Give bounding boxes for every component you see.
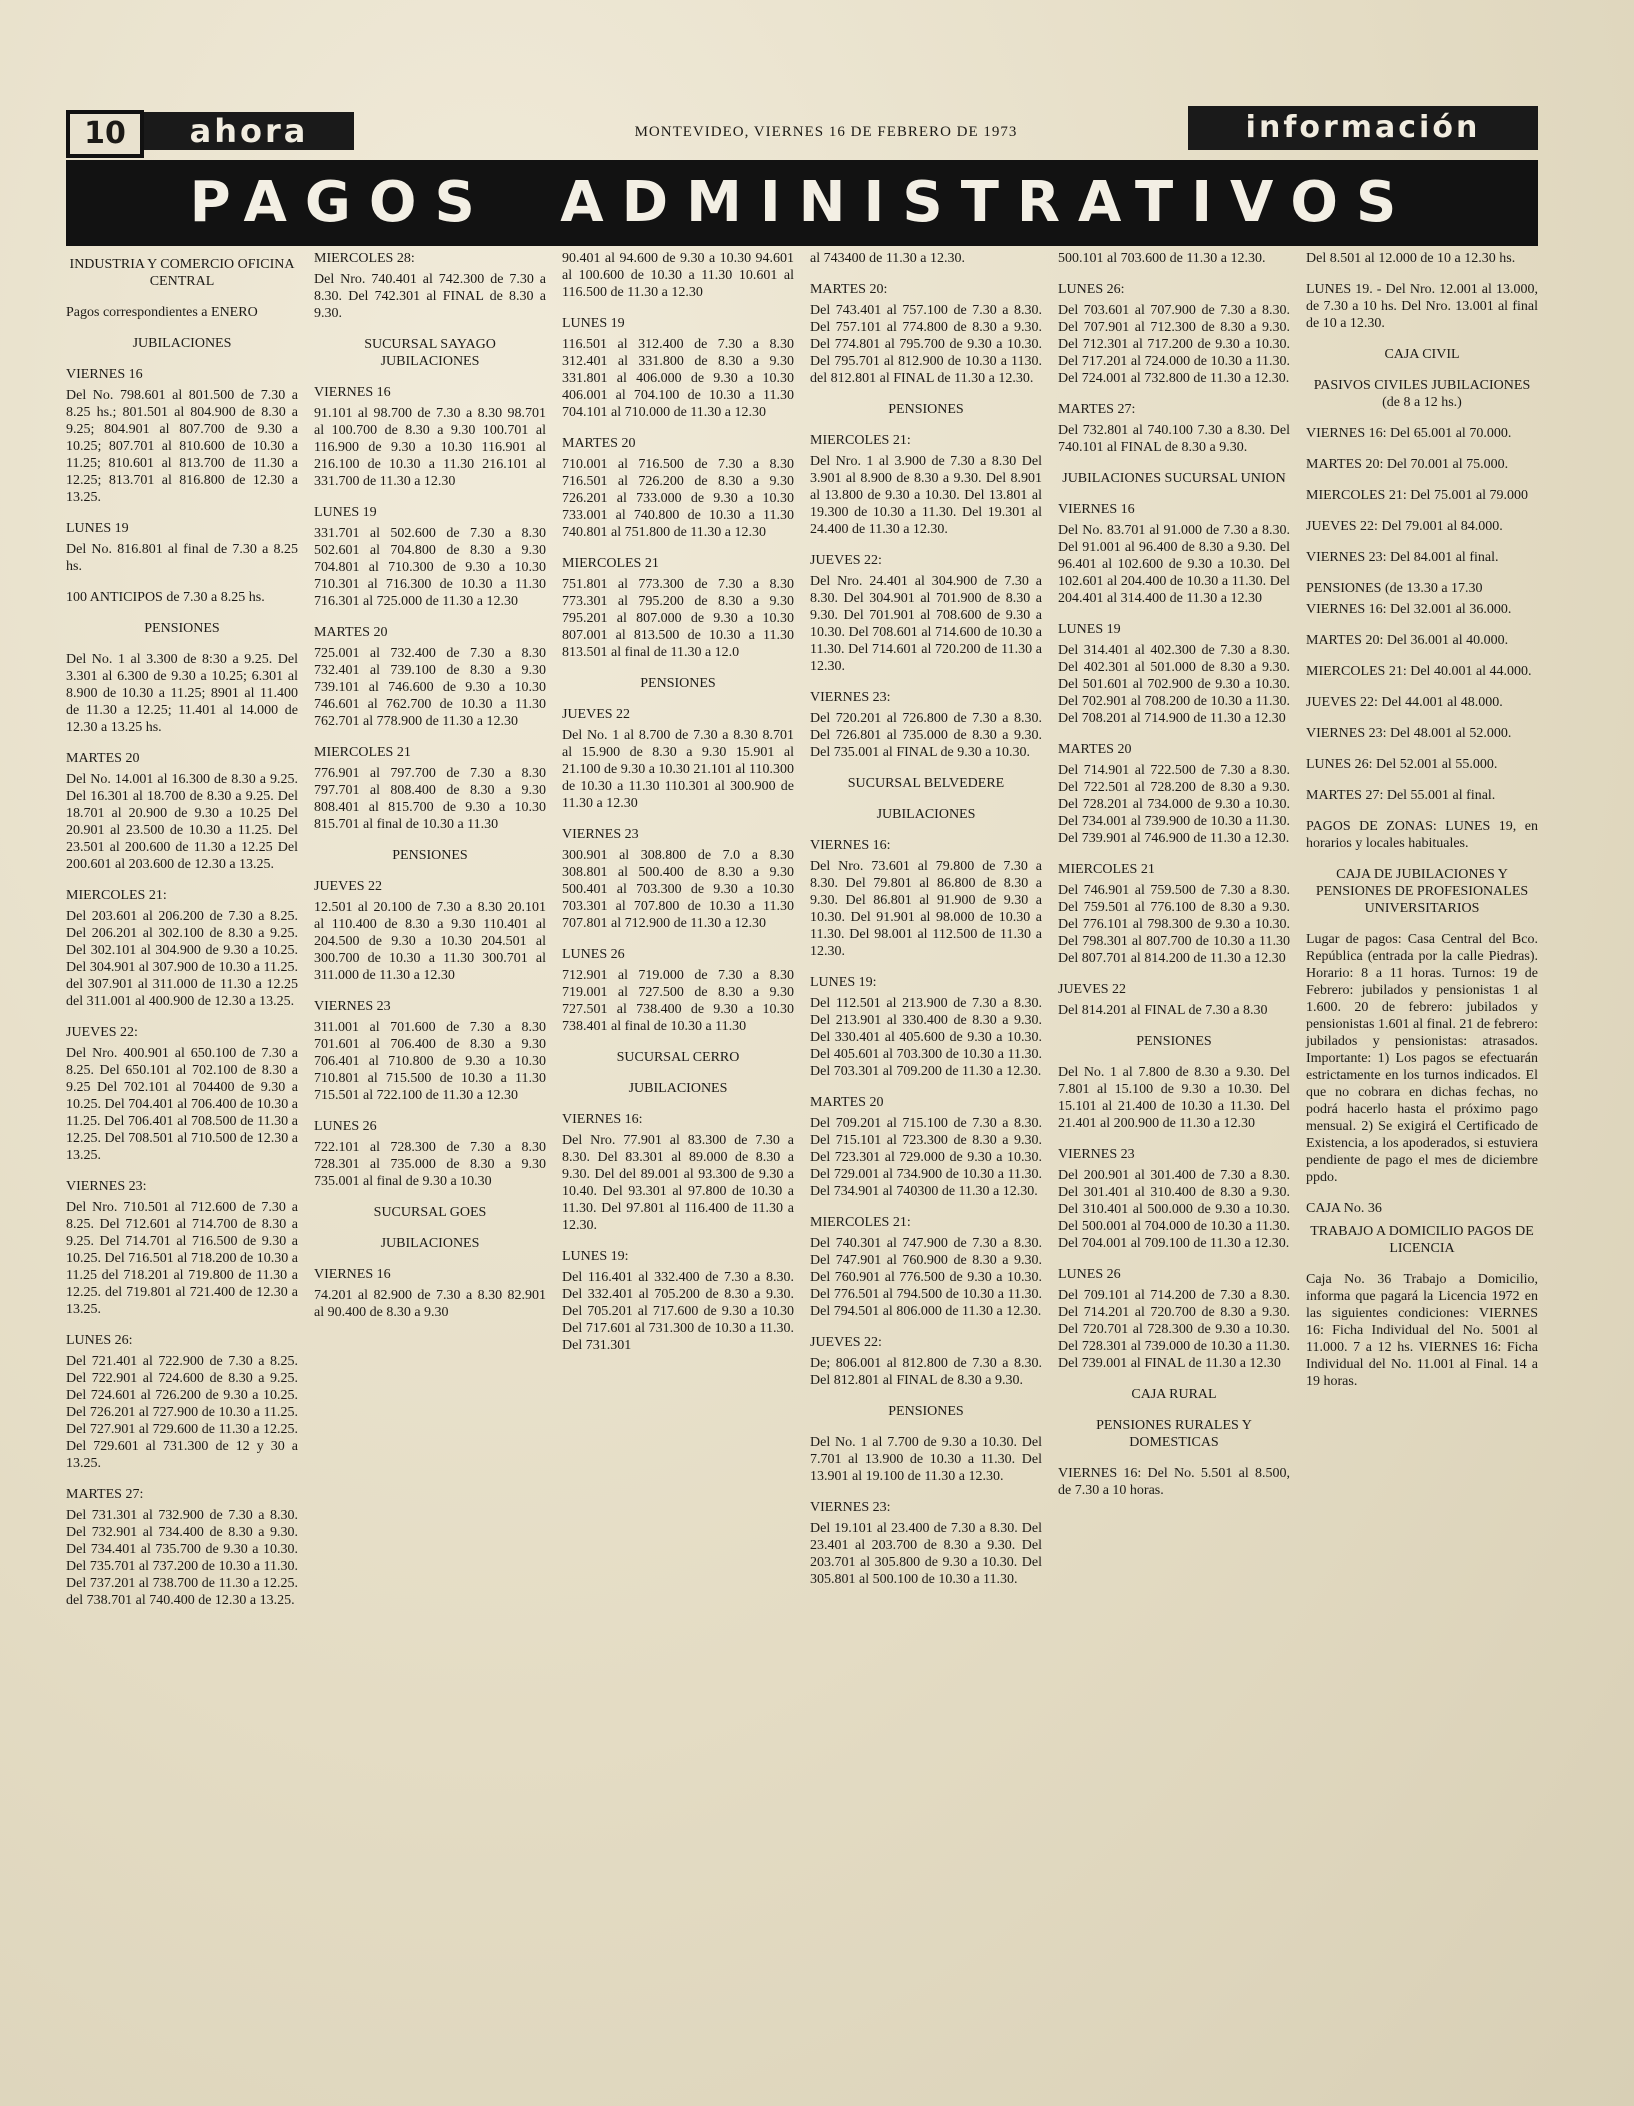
- payment-schedule-text: Pagos correspondientes a ENERO: [66, 305, 258, 320]
- day-heading: MARTES 20: [66, 751, 140, 766]
- day-heading: JUEVES 22: [562, 707, 631, 722]
- payment-schedule-text: Del Nro. 710.501 al 712.600 de 7.30 a 8.25. Del 712.601 al 714.700 de 8.30 a 9.25. Del 714.701 al 716.500 de 9.30 a 10.25. Del 716.501 al 718.200 de 10.30 a 11.25 del 718.201 al 719.800 de 11.30 a 12.25. del 719.801 al 721.400 de 12.30 a 13.25.: [66, 1200, 298, 1317]
- payment-schedule-text: 12.501 al 20.100 de 7.30 a 8.30 20.101 al 110.400 de 8.30 a 9.30 110.401 al 204.500 de 9.30 a 10.30 204.501 al 300.700 de 10.30 a 11.30 300.701 al 311.000 de 11.30 a 12.30: [314, 900, 546, 983]
- payment-schedule-text: 500.101 al 703.600 de 11.30 a 12.30.: [1058, 251, 1266, 266]
- day-heading: LUNES 26: [1058, 1267, 1121, 1282]
- payment-schedule-text: Del No. 816.801 al final de 7.30 a 8.25 hs.: [66, 542, 298, 574]
- day-heading: PENSIONES (de 13.30 a 17.30: [1306, 581, 1483, 596]
- day-heading: LUNES 19:: [562, 1249, 629, 1264]
- payment-schedule-text: Del 814.201 al FINAL de 7.30 a 8.30: [1058, 1003, 1268, 1018]
- payment-schedule-text: MIERCOLES 21: Del 75.001 al 79.000: [1306, 488, 1529, 503]
- payment-schedule-text: Del No. 1 al 7.800 de 8.30 a 9.30. Del 7.801 al 15.100 de 9.30 a 10.30. Del 15.101 al 21.400 de 10.30 a 11.30. Del 21.401 al 200.900 de 11.30 a 12.30: [1058, 1065, 1290, 1131]
- column-4: [810, 250, 1042, 1602]
- payment-schedule-text: Del Nro. 740.401 al 742.300 de 7.30 a 8.30. Del 742.301 al FINAL de 8.30 a 9.30.: [314, 272, 546, 321]
- payment-schedule-text: Del 200.901 al 301.400 de 7.30 a 8.30. Del 301.401 al 310.400 de 8.30 a 9.30. Del 310.401 al 500.000 de 9.30 a 10.30. Del 500.001 al 704.000 de 10.30 a 11.30. Del 704.001 al 709.100 de 11.30 a 12.30.: [1058, 1168, 1290, 1251]
- payment-schedule-text: 116.501 al 312.400 de 7.30 a 8.30 312.401 al 331.800 de 8.30 a 9.30 331.801 al 406.000 de 9.30 a 10.30 406.001 al 704.100 de 10.30 a 11.30 704.101 al 710.000 de 11.30 a 12.30: [562, 337, 794, 420]
- day-heading: VIERNES 23: [1058, 1147, 1135, 1162]
- payment-schedule-text: Del No. 798.601 al 801.500 de 7.30 a 8.25 hs.; 801.501 al 804.900 de 8.30 a 9.25; 804.901 al 807.700 de 9.30 a 10.25; 807.701 al 810.600 de 10.30 a 11.25; 810.601 al 813.700 de 11.30 a 12.25; 813.701 al 816.800 de 12.30 a 13.25.: [66, 388, 298, 505]
- day-heading: JUEVES 22: [314, 879, 383, 894]
- section-heading: PENSIONES: [888, 1404, 964, 1419]
- dateline: MONTEVIDEO, VIERNES 16 DE FEBRERO DE 1973: [634, 124, 1018, 140]
- payment-schedule-text: 751.801 al 773.300 de 7.30 a 8.30 773.301 al 795.200 de 8.30 a 9.30 795.201 al 807.000 de 9.30 a 10.30 807.001 al 813.500 de 10.30 a 11.30 813.501 al final de 11.30 a 12.0: [562, 577, 794, 660]
- day-heading: MIERCOLES 28:: [314, 251, 415, 266]
- payment-schedule-text: 100 ANTICIPOS de 7.30 a 8.25 hs.: [66, 590, 265, 605]
- day-heading: VIERNES 16:: [562, 1112, 643, 1127]
- day-heading: CAJA No. 36: [1306, 1201, 1382, 1216]
- section-heading: PENSIONES RURALES Y DOMESTICAS: [1096, 1418, 1252, 1450]
- day-heading: JUEVES 22:: [66, 1025, 138, 1040]
- payment-schedule-text: 725.001 al 732.400 de 7.30 a 8.30 732.401 al 739.100 de 8.30 a 9.30 739.101 al 746.600 de 9.30 a 10.30 746.601 al 762.700 de 10.30 a 11.30 762.701 al 778.900 de 11.30 a 12.30: [314, 646, 546, 729]
- payment-schedule-text: MARTES 20: Del 36.001 al 40.000.: [1306, 633, 1509, 648]
- day-heading: MIERCOLES 21: [1058, 862, 1155, 877]
- day-heading: MIERCOLES 21:: [810, 433, 911, 448]
- payment-schedule-text: al 743400 de 11.30 a 12.30.: [810, 251, 966, 266]
- section-heading: TRABAJO A DOMICILIO PAGOS DE LICENCIA: [1310, 1224, 1534, 1256]
- payment-schedule-text: 311.001 al 701.600 de 7.30 a 8.30 701.601 al 706.400 de 8.30 a 9.30 706.401 al 710.800 de 9.30 a 10.30 710.801 al 715.500 de 10.30 a 11.30 715.501 al 722.100 de 11.30 a 12.30: [314, 1020, 546, 1103]
- payment-schedule-text: Del 720.201 al 726.800 de 7.30 a 8.30. Del 726.801 al 735.000 de 8.30 a 9.30. Del 735.001 al FINAL de 9.30 a 10.30.: [810, 711, 1042, 760]
- day-heading: MIERCOLES 21: [562, 556, 659, 571]
- day-heading: MIERCOLES 21:: [66, 888, 167, 903]
- day-heading: JUEVES 22:: [810, 1335, 882, 1350]
- payment-schedule-text: Del 8.501 al 12.000 de 10 a 12.30 hs.: [1306, 251, 1516, 266]
- day-heading: MARTES 20: [810, 1095, 884, 1110]
- article-columns: [66, 250, 1538, 2070]
- payment-schedule-text: 331.701 al 502.600 de 7.30 a 8.30 502.601 al 704.800 de 8.30 a 9.30 704.801 al 710.300 de 9.30 a 10.30 710.301 al 716.300 de 10.30 a 11.30 716.301 al 725.000 de 11.30 a 12.30: [314, 526, 546, 609]
- column-1: [66, 250, 298, 1623]
- headline-banner: PAGOS ADMINISTRATIVOS: [66, 160, 1538, 246]
- day-heading: MARTES 20: [562, 436, 636, 451]
- day-heading: MARTES 27:: [1058, 402, 1136, 417]
- section-heading: SUCURSAL BELVEDERE: [847, 776, 1005, 791]
- payment-schedule-text: 74.201 al 82.900 de 7.30 a 8.30 82.901 al 90.400 de 8.30 a 9.30: [314, 1288, 546, 1320]
- payment-schedule-text: VIERNES 23: Del 48.001 al 52.000.: [1306, 726, 1512, 741]
- payment-schedule-text: JUEVES 22: Del 79.001 al 84.000.: [1306, 519, 1503, 534]
- payment-schedule-text: 91.101 al 98.700 de 7.30 a 8.30 98.701 al 100.700 de 8.30 a 9.30 100.701 al 116.900 de 9.30 a 10.30 116.901 al 216.100 de 10.30 a 11.30 216.101 al 331.700 de 11.30 a 12.30: [314, 406, 546, 489]
- section-label: información: [1188, 106, 1538, 150]
- payment-schedule-text: Del Nro. 73.601 al 79.800 de 7.30 a 8.30. Del 79.801 al 86.800 de 8.30 a 9.30. Del 86.801 al 91.900 de 9.30 a 10.30. Del 91.901 al 98.000 de 10.30 a 11.30. Del 98.001 al 112.500 de 11.30 a 12.30.: [810, 859, 1042, 959]
- section-heading: PENSIONES: [1136, 1034, 1212, 1049]
- payment-schedule-text: Del 19.101 al 23.400 de 7.30 a 8.30. Del 23.401 al 203.700 de 8.30 a 9.30. Del 203.701 al 305.800 de 9.30 a 10.30. Del 305.801 al 500.100 de 10.30 a 11.30.: [810, 1521, 1042, 1587]
- payment-schedule-text: JUEVES 22: Del 44.001 al 48.000.: [1306, 695, 1503, 710]
- payment-schedule-text: VIERNES 23: Del 84.001 al final.: [1306, 550, 1499, 565]
- day-heading: LUNES 19: [1058, 622, 1121, 637]
- section-heading: PENSIONES: [144, 621, 220, 636]
- day-heading: VIERNES 23: [314, 999, 391, 1014]
- payment-schedule-text: Del 203.601 al 206.200 de 7.30 a 8.25. Del 206.201 al 302.100 de 8.30 a 9.25. Del 302.101 al 304.900 de 9.30 a 10.25. Del 304.901 al 307.900 de 10.30 a 11.25. del 307.901 al 311.000 de 11.30 a 12.25 del 311.001 al 400.900 de 12.30 a 13.25.: [66, 909, 298, 1009]
- column-5: [1058, 250, 1290, 1513]
- day-heading: JUEVES 22: [1058, 982, 1127, 997]
- payment-schedule-text: Del Nro. 24.401 al 304.900 de 7.30 a 8.30. Del 304.901 al 701.900 de 8.30 a 9.30. Del 701.901 al 708.600 de 9.30 a 10.30. Del 708.601 al 714.600 de 10.30 a 11.30. Del 714.601 al 720.200 de 11.30 a 12.30.: [810, 574, 1042, 674]
- column-3: [562, 250, 794, 1368]
- payment-schedule-text: 90.401 al 94.600 de 9.30 a 10.30 94.601 al 100.600 de 10.30 a 11.30 10.601 al 116.500 de 11.30 a 12.30: [562, 251, 794, 300]
- payment-schedule-text: Del No. 1 al 8.700 de 7.30 a 8.30 8.701 al 15.900 de 8.30 a 9.30 15.901 al 21.100 de 9.30 a 10.30 21.101 al 110.300 de 10.30 a 11.30 110.301 al 300.900 de 11.30 a 12.30: [562, 728, 795, 811]
- page-number: 10: [66, 110, 144, 158]
- payment-schedule-text: 776.901 al 797.700 de 7.30 a 8.30 797.701 al 808.400 de 8.30 a 9.30 808.401 al 815.700 de 9.30 a 10.30 815.701 al final de 10.30 a 11.30: [314, 766, 546, 832]
- payment-schedule-text: Del 746.901 al 759.500 de 7.30 a 8.30. Del 759.501 al 776.100 de 8.30 a 9.30. Del 776.101 al 798.300 de 9.30 a 10.30. Del 798.301 al 807.700 de 10.30 a 11.30 Del 807.701 al 814.200 de 11.30 a 12.30: [1058, 883, 1290, 966]
- day-heading: MARTES 20:: [810, 282, 888, 297]
- payment-schedule-text: Del 743.401 al 757.100 de 7.30 a 8.30. Del 757.101 al 774.800 de 8.30 a 9.30. Del 774.801 al 795.700 de 9.30 a 10.30. Del 795.701 al 812.900 de 10.30 a 1130. del 812.801 al FINAL de 11.30 a 12.30.: [810, 303, 1042, 386]
- payment-schedule-text: VIERNES 16: Del No. 5.501 al 8.500, de 7.30 a 10 horas.: [1058, 1466, 1290, 1498]
- payment-schedule-text: Del 721.401 al 722.900 de 7.30 a 8.25. Del 722.901 al 724.600 de 8.30 a 9.25. Del 724.601 al 726.200 de 9.30 a 10.25. Del 726.201 al 727.900 de 10.30 a 11.25. Del 727.901 al 729.600 de 11.30 a 12.25. Del 729.601 al 731.300 de 12 y 30 a 13.25.: [66, 1354, 298, 1471]
- day-heading: VIERNES 16: [1058, 502, 1135, 517]
- day-heading: MARTES 20: [1058, 742, 1132, 757]
- day-heading: MIERCOLES 21: [314, 745, 411, 760]
- day-heading: LUNES 19:: [810, 975, 877, 990]
- payment-schedule-text: Del Nro. 400.901 al 650.100 de 7.30 a 8.25. Del 650.101 al 702.100 de 8.30 a 9.25 Del 702.101 al 704400 de 9.30 a 10.25. Del 704.401 al 706.400 de 10.30 a 11.25. Del 706.401 al 708.500 de 11.30 a 12.25. Del 708.501 al 710.500 de 12.30 a 13.25.: [66, 1046, 298, 1163]
- day-heading: VIERNES 23:: [66, 1179, 147, 1194]
- payment-schedule-text: 712.901 al 719.000 de 7.30 a 8.30 719.001 al 727.500 de 8.30 a 9.30 727.501 al 738.400 de 9.30 a 10.30 738.401 al final de 10.30 a 11.30: [562, 968, 794, 1034]
- payment-schedule-text: Del No. 14.001 al 16.300 de 8.30 a 9.25. Del 16.301 al 18.700 de 8.30 a 9.25. Del 18.701 al 20.900 de 9.30 a 10.25 Del 20.901 al 23.500 de 10.30 a 11.25. Del 23.501 al 200.600 de 11.30 a 12.25 Del 200.601 al 203.600 de 12.30 a 13.25.: [66, 772, 298, 872]
- day-heading: MARTES 27:: [66, 1487, 144, 1502]
- payment-schedule-text: Del Nro. 1 al 3.900 de 7.30 a 8.30 Del 3.901 al 8.900 de 8.30 a 9.30. Del 8.901 al 13.800 de 9.30 a 10.30. Del 13.801 al 19.300 de 10.30 a 11.30. Del 19.301 al 24.400 de 11.30 a 12.30.: [810, 454, 1042, 537]
- payment-schedule-text: Del 314.401 al 402.300 de 7.30 a 8.30. Del 402.301 al 501.000 de 8.30 a 9.30. Del 501.601 al 702.900 de 9.30 a 10.30. Del 702.901 al 708.200 de 10.30 a 11.30. Del 708.201 al 714.900 de 11.30 a 12.30: [1058, 643, 1290, 726]
- day-heading: LUNES 26: [314, 1119, 377, 1134]
- section-heading: CAJA CIVIL: [1384, 347, 1460, 362]
- day-heading: LUNES 19: [314, 505, 377, 520]
- payment-schedule-text: VIERNES 16: Del 32.001 al 36.000.: [1306, 602, 1512, 617]
- section-heading: INDUSTRIA Y COMERCIO OFICINA CENTRAL: [69, 257, 295, 289]
- payment-schedule-text: De; 806.001 al 812.800 de 7.30 a 8.30. Del 812.801 al FINAL de 8.30 a 9.30.: [810, 1356, 1042, 1388]
- section-heading: JUBILACIONES: [132, 336, 232, 351]
- day-heading: LUNES 19: [562, 316, 625, 331]
- section-heading: JUBILACIONES SUCURSAL UNION: [1062, 471, 1286, 486]
- section-heading: JUBILACIONES: [628, 1081, 728, 1096]
- payment-schedule-text: MARTES 27: Del 55.001 al final.: [1306, 788, 1496, 803]
- column-6: [1306, 250, 1538, 1404]
- newspaper-logo: ahora: [144, 112, 354, 150]
- section-heading: CAJA DE JUBILACIONES Y PENSIONES DE PROFESIONALES UNIVERSITARIOS: [1315, 867, 1529, 916]
- payment-schedule-text: VIERNES 16: Del 65.001 al 70.000.: [1306, 426, 1512, 441]
- payment-schedule-text: Del 116.401 al 332.400 de 7.30 a 8.30. Del 332.401 al 705.200 de 8.30 a 9.30. Del 705.201 al 717.600 de 9.30 a 10.30 Del 717.601 al 731.300 de 10.30 a 11.30. Del 731.301: [562, 1270, 794, 1353]
- section-heading: PENSIONES: [888, 402, 964, 417]
- section-heading: PASIVOS CIVILES JUBILACIONES (de 8 a 12 hs.): [1313, 378, 1531, 410]
- payment-schedule-text: Del 740.301 al 747.900 de 7.30 a 8.30. Del 747.901 al 760.900 de 8.30 a 9.30. Del 760.901 al 776.500 de 9.30 a 10.30. Del 776.501 al 794.500 de 10.30 a 11.30. Del 794.501 al 806.000 de 11.30 a 12.30.: [810, 1236, 1042, 1319]
- section-heading: PENSIONES: [392, 848, 468, 863]
- payment-schedule-text: LUNES 26: Del 52.001 al 55.000.: [1306, 757, 1498, 772]
- payment-schedule-text: Del 732.801 al 740.100 7.30 a 8.30. Del 740.101 al FINAL de 8.30 a 9.30.: [1058, 423, 1290, 455]
- payment-schedule-text: MIERCOLES 21: Del 40.001 al 44.000.: [1306, 664, 1532, 679]
- day-heading: VIERNES 16:: [810, 838, 891, 853]
- payment-schedule-text: Lugar de pagos: Casa Central del Bco. República (entrada por la calle Piedras). Horario: 8 a 11 horas. Turnos: 19 de Febrero: jubilados y pensionistas 1 al 1.600. 20 de febrero: jubilados y pensionistas 1.601 al final. 21 de febrero: jubilados y pensionistas: atrasados. Importante: 1) Los pagos se efectuarán estrictamente en los turnos indicados. El que no cobrara en dichas fechas, no podrá hacerlo hasta el próximo pago mensual. 2) Se exigirá el Certificado de Existencia, a los apoderados, si estuviera pendiente de pago el mes de diciembre ppdo.: [1306, 932, 1538, 1185]
- payment-schedule-text: Del Nro. 77.901 al 83.300 de 7.30 a 8.30. Del 83.301 al 89.000 de 8.30 a 9.30. Del del 89.001 al 93.300 de 9.30 a 10.40. Del 93.301 al 97.800 de 10.30 a 11.30. Del 97.801 al 116.400 de 11.30 a 12.30.: [562, 1133, 794, 1233]
- payment-schedule-text: 722.101 al 728.300 de 7.30 a 8.30 728.301 al 735.000 de 8.30 a 9.30 735.001 al final de 9.30 a 10.30: [314, 1140, 546, 1189]
- section-heading: SUCURSAL GOES: [373, 1205, 487, 1220]
- section-heading: SUCURSAL CERRO: [616, 1050, 740, 1065]
- day-heading: MARTES 20: [314, 625, 388, 640]
- day-heading: VIERNES 16: [66, 367, 143, 382]
- day-heading: VIERNES 16: [314, 385, 391, 400]
- payment-schedule-text: Del 112.501 al 213.900 de 7.30 a 8.30. Del 213.901 al 330.400 de 8.30 a 9.30. Del 330.401 al 405.600 de 9.30 a 10.30. Del 405.601 al 703.300 de 10.30 a 11.30. Del 703.301 al 709.200 de 11.30 a 12.30.: [810, 996, 1042, 1079]
- day-heading: VIERNES 23:: [810, 690, 891, 705]
- payment-schedule-text: 710.001 al 716.500 de 7.30 a 8.30 716.501 al 726.200 de 8.30 a 9.30 726.201 al 733.000 de 9.30 a 10.30 733.001 al 740.800 de 10.30 a 11.30 740.801 al 751.800 de 11.30 a 12.30: [562, 457, 794, 540]
- payment-schedule-text: Del 731.301 al 732.900 de 7.30 a 8.30. Del 732.901 al 734.400 de 8.30 a 9.30. Del 734.401 al 735.700 de 9.30 a 10.30. Del 735.701 al 737.200 de 10.30 a 11.30. Del 737.201 al 738.700 de 11.30 a 12.25. del 738.701 al 740.400 de 12.30 a 13.25.: [66, 1508, 298, 1608]
- day-heading: LUNES 26: [562, 947, 625, 962]
- day-heading: LUNES 26:: [66, 1333, 133, 1348]
- column-2: [314, 250, 546, 1335]
- day-heading: VIERNES 23:: [810, 1500, 891, 1515]
- section-heading: JUBILACIONES: [876, 807, 976, 822]
- payment-schedule-text: Del 714.901 al 722.500 de 7.30 a 8.30. Del 722.501 al 728.200 de 8.30 a 9.30. Del 728.201 al 734.000 de 9.30 a 10.30. Del 734.001 al 739.900 de 10.30 a 11.30. Del 739.901 al 746.900 de 11.30 a 12.30.: [1058, 763, 1290, 846]
- day-heading: JUEVES 22:: [810, 553, 882, 568]
- payment-schedule-text: Del 709.201 al 715.100 de 7.30 a 8.30. Del 715.101 al 723.300 de 8.30 a 9.30. Del 723.301 al 729.000 de 9.30 a 10.30. Del 729.001 al 734.900 de 10.30 a 11.30. Del 734.901 al 740300 de 11.30 a 12.30.: [810, 1116, 1042, 1199]
- day-heading: LUNES 19: [66, 521, 129, 536]
- payment-schedule-text: Del No. 83.701 al 91.000 de 7.30 a 8.30. Del 91.001 al 96.400 de 8.30 a 9.30. Del 96.401 al 102.600 de 9.30 a 10.30. Del 102.601 al 204.400 de 10.30 a 11.30. Del 204.401 al 314.400 de 11.30 a 12.30: [1058, 523, 1290, 606]
- section-heading: JUBILACIONES: [380, 1236, 480, 1251]
- day-heading: VIERNES 23: [562, 827, 639, 842]
- payment-schedule-text: Del 703.601 al 707.900 de 7.30 a 8.30. Del 707.901 al 712.300 de 8.30 a 9.30. Del 712.301 al 717.200 de 9.30 a 10.30. Del 717.201 al 724.000 de 10.30 a 11.30. Del 724.001 al 732.800 de 11.30 a 12.30.: [1058, 303, 1290, 386]
- section-heading: CAJA RURAL: [1131, 1387, 1217, 1402]
- payment-schedule-text: Caja No. 36 Trabajo a Domicilio, informa que pagará la Licencia 1972 en las siguientes condiciones: VIERNES 16: Ficha Individual del No. 5001 al 11.000. 7 a 12 hs. VIERNES 16: Ficha Individual del No. 11.001 al Final. 14 a 19 horas.: [1306, 1272, 1538, 1389]
- section-heading: SUCURSAL SAYAGO JUBILACIONES: [364, 337, 496, 369]
- payment-schedule-text: Del No. 1 al 7.700 de 9.30 a 10.30. Del 7.701 al 13.900 de 10.30 a 11.30. Del 13.901 al 19.100 de 11.30 a 12.30.: [810, 1435, 1042, 1484]
- payment-schedule-text: Del 709.101 al 714.200 de 7.30 a 8.30. Del 714.201 al 720.700 de 8.30 a 9.30. Del 720.701 al 728.300 de 9.30 a 10.30. Del 728.301 al 739.000 de 10.30 a 11.30. Del 739.001 al FINAL de 11.30 a 12.30: [1058, 1288, 1290, 1371]
- payment-schedule-text: 300.901 al 308.800 de 7.0 a 8.30 308.801 al 500.400 de 8.30 a 9.30 500.401 al 703.300 de 9.30 a 10.30 703.301 al 707.800 de 10.30 a 11.30 707.801 al 712.900 de 11.30 a 12.30: [562, 848, 794, 931]
- section-heading: PENSIONES: [640, 676, 716, 691]
- payment-schedule-text: Del No. 1 al 3.300 de 8:30 a 9.25. Del 3.301 al 6.300 de 9.30 a 10.25; 6.301 al 8.900 de 10.30 a 11.25; 8901 al 11.400 de 11.30 a 12.25; 11.401 al 14.000 de 12.30 a 13.25 hs.: [66, 652, 298, 735]
- payment-schedule-text: LUNES 19. - Del Nro. 12.001 al 13.000, de 7.30 a 10 hs. Del Nro. 13.001 al final de 10 a 12.30.: [1306, 282, 1538, 331]
- day-heading: LUNES 26:: [1058, 282, 1125, 297]
- payment-schedule-text: MARTES 20: Del 70.001 al 75.000.: [1306, 457, 1509, 472]
- day-heading: VIERNES 16: [314, 1267, 391, 1282]
- day-heading: MIERCOLES 21:: [810, 1215, 911, 1230]
- masthead: [66, 106, 1538, 152]
- payment-schedule-text: PAGOS DE ZONAS: LUNES 19, en horarios y locales habituales.: [1306, 819, 1538, 851]
